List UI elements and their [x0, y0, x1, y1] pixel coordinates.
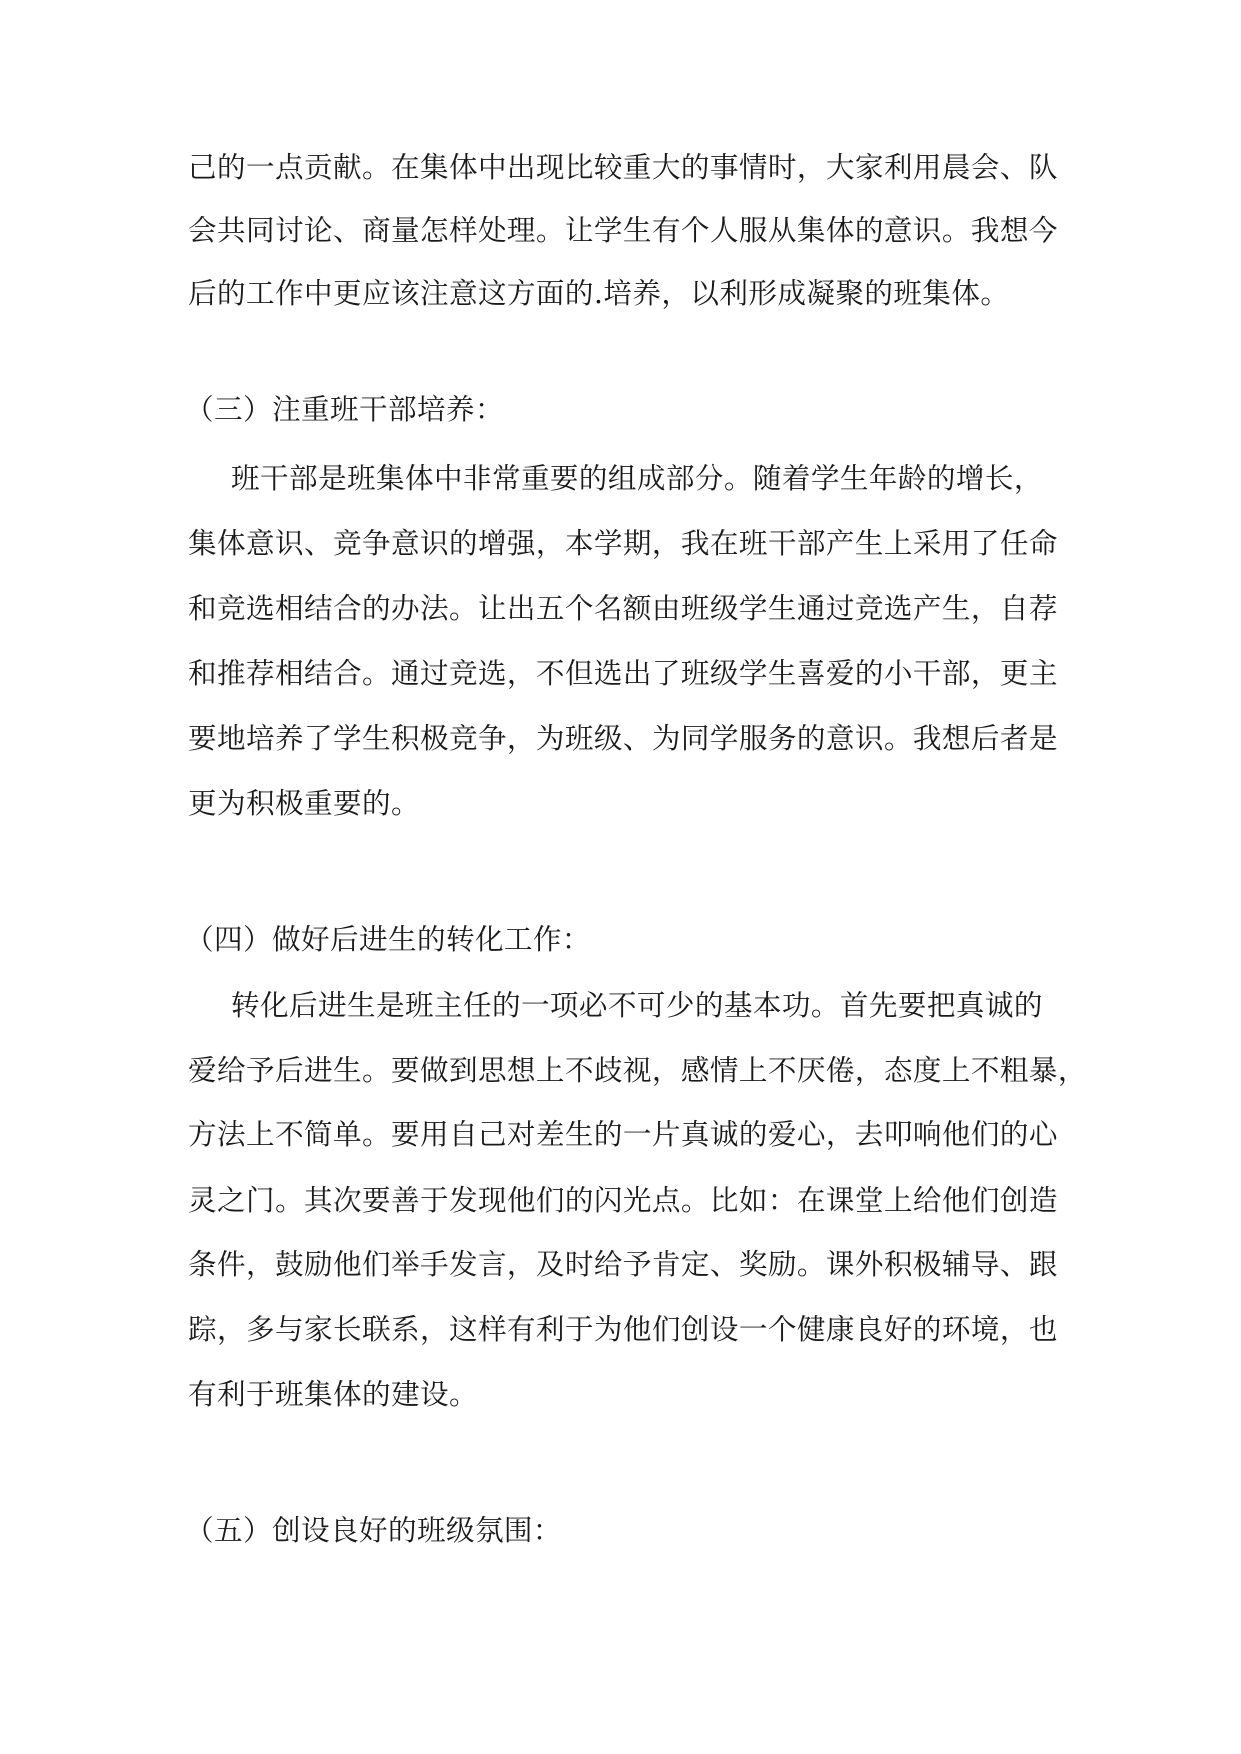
- paragraph-line: 会共同讨论、商量怎样处理。让学生有个人服从集体的意识。我想今: [188, 213, 1058, 247]
- paragraph-line: 踪，多与家长联系，这样有利于为他们创设一个健康良好的环境，也: [188, 1312, 1058, 1346]
- paragraph-line: 更为积极重要的。: [188, 786, 420, 820]
- paragraph-line: 己的一点贡献。在集体中出现比较重大的事情时，大家利用晨会、队: [188, 150, 1058, 184]
- paragraph-line: 方法上不简单。要用自己对差生的一片真诚的爱心，去叩响他们的心: [188, 1117, 1058, 1151]
- paragraph-line: 转化后进生是班主任的一项必不可少的基本功。首先要把真诚的: [231, 988, 1043, 1022]
- paragraph-line: 有利于班集体的建设。: [188, 1377, 478, 1411]
- section-heading-3: （三）注重班干部培养：: [185, 392, 504, 426]
- paragraph-line: 要地培养了学生积极竞争，为班级、为同学服务的意识。我想后者是: [188, 721, 1058, 755]
- paragraph-line: 后的工作中更应该注意这方面的.培养，以利形成凝聚的班集体。: [188, 276, 1010, 310]
- paragraph-line: 条件，鼓励他们举手发言，及时给予肯定、奖励。课外积极辅导、跟: [188, 1247, 1058, 1281]
- paragraph-line: 班干部是班集体中非常重要的组成部分。随着学生年龄的增长，: [231, 461, 1043, 495]
- paragraph-line: 和竞选相结合的办法。让出五个名额由班级学生通过竞选产生，自荐: [188, 591, 1058, 625]
- paragraph-line: 爱给予后进生。要做到思想上不歧视，感情上不厌倦，态度上不粗暴，: [188, 1053, 1087, 1087]
- section-heading-4: （四）做好后进生的转化工作：: [185, 922, 591, 956]
- paragraph-line: 集体意识、竞争意识的增强，本学期，我在班干部产生上采用了任命: [188, 526, 1058, 560]
- paragraph-line: 和推荐相结合。通过竞选，不但选出了班级学生喜爱的小干部，更主: [188, 656, 1058, 690]
- paragraph-line: 灵之门。其次要善于发现他们的闪光点。比如：在课堂上给他们创造: [188, 1183, 1058, 1217]
- section-heading-5: （五）创设良好的班级氛围：: [185, 1513, 562, 1547]
